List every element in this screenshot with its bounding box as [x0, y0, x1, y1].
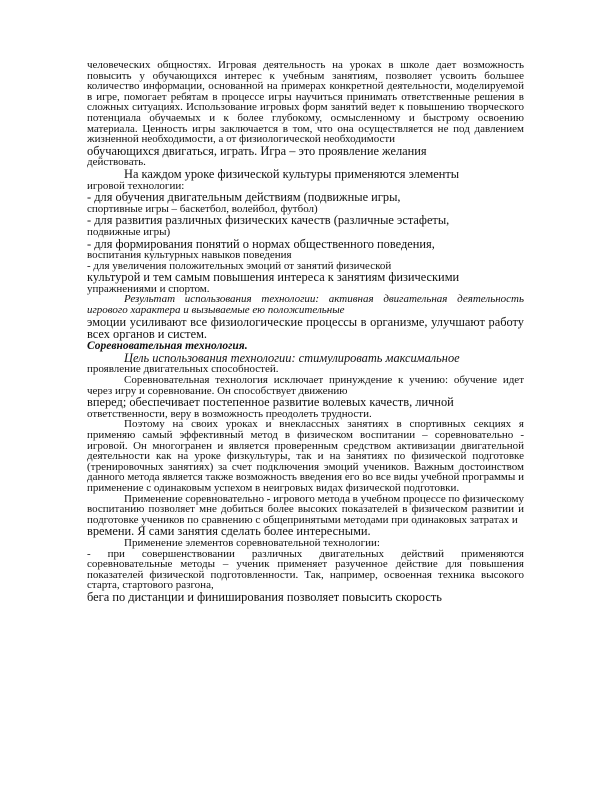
paragraph-competitive-results: Применение соревновательно - игрового метода в учебном процессе по физическому воспитанию позволяет мне добиться более высоких показателей в физическом развитии и подготовке учеников по сравнению с общепринятыми методами при одинаковых затратах и: [87, 492, 524, 526]
list-item-competitive-improvement-cont: бега по дистанции и финиширования позволяет повысить скорость: [87, 589, 442, 604]
paragraph-competitive-results-cont: времени. Я сами занятия сделать более интересными.: [87, 524, 371, 539]
document-page: [87, 60, 524, 604]
list-item-positive-emotions-end: упражнениями и спортом.: [87, 282, 210, 295]
list-item-motor-actions-cont: спортивные игры – баскетбол, волейбол, футбол): [87, 202, 318, 215]
paragraph-competitive-goal-end: проявление двигательных способностей.: [87, 363, 279, 376]
paragraph-competitive-elements-intro: Применение элементов соревновательной технологии:: [124, 536, 380, 549]
paragraph-competitive-description-cont: вперед; обеспечивает постепенное развитие волевых качеств, личной: [87, 395, 454, 410]
paragraph-competitive-goal: Цель использования технологии: стимулировать максимальное: [124, 350, 460, 365]
paragraph-competitive-description: Соревновательная технология исключает принуждение к учению: обучение идет через игру и соревнование. Он способствует движению: [87, 374, 524, 397]
list-item-social-norms-cont: воспитания культурных навыков поведения: [87, 249, 292, 262]
paragraph-game-activity-end: действовать.: [87, 156, 146, 169]
paragraph-game-activity: человеческих общностях. Игровая деятельность на уроках в школе дает возможность повысить у обучающихся интерес к учебным занятиям, позволяет усвоить большее количество информации, основанной на примерах конкретной деятельности, моделируемой в игре, помогает ребятам в процессе игры научиться принимать ответственные решения в сложных ситуациях. Использование игровых форм занятий ведет к повышению творческого потенциала обучаемых и к более глубокому, осмысленному и быстрому освоению материала. Ценность игры заключается в том, что она осуществляется не под давлением жизненной необходимости, а от физиологической необходимости: [87, 59, 524, 146]
list-item-competitive-improvement: - при совершенствовании различных двигательных действий применяются соревновательные методы – ученик применяет разученное действие для повышения показателей физической подготовленности. Так, например, освоенная техника высокого старта, стартового разгона,: [87, 547, 524, 592]
section-heading-competitive: Соревновательная технология.: [87, 339, 248, 352]
list-item-social-norms: - для формирования понятий о нормах общественного поведения,: [87, 236, 435, 251]
paragraph-game-activity-cont: обучающихся двигаться, играть. Игра – это проявление желания: [87, 143, 427, 158]
list-item-motor-actions: - для обучения двигательным действиям (подвижные игры,: [87, 190, 401, 205]
list-item-positive-emotions: - для увеличения положительных эмоций от занятий физической: [87, 259, 392, 272]
list-item-positive-emotions-cont: культурой и тем самым повышения интереса к занятиям физическими: [87, 270, 460, 285]
paragraph-game-elements-intro: На каждом уроке физической культуры применяются элементы: [124, 166, 460, 181]
list-item-physical-qualities-cont: подвижные игры): [87, 225, 171, 238]
paragraph-competitive-description-end: ответственности, веру в возможность преодолеть трудности.: [87, 407, 372, 420]
paragraph-game-result: Результат использования технологии: активная двигательная деятельность игрового характера и вызываемые ею положительные: [87, 293, 524, 317]
list-item-physical-qualities: - для развития различных физических качеств (различные эстафеты,: [87, 213, 450, 228]
paragraph-game-result-cont: эмоции усиливают все физиологические процессы в организме, улучшают работу всех органов и систем.: [87, 314, 524, 342]
paragraph-game-elements-intro-end: игровой технологии:: [87, 179, 185, 192]
paragraph-competitive-method: Поэтому на своих уроках и внеклассных занятиях в спортивных секциях я применяю самый эффективный метод в физическом воспитании – соревновательно - игровой. Он многогранен и является проверенным средством активизации двигательной деятельности как на уроке физкультуры, так и на занятиях по физической подготовке (тренировочных занятиях) за счет подключения эмоций учеников. Важным достоинством данного метода является также возможность введения его во все виды учебной программы и применение с одинаковым успехом в неигровых видах физической подготовки.: [87, 418, 524, 494]
